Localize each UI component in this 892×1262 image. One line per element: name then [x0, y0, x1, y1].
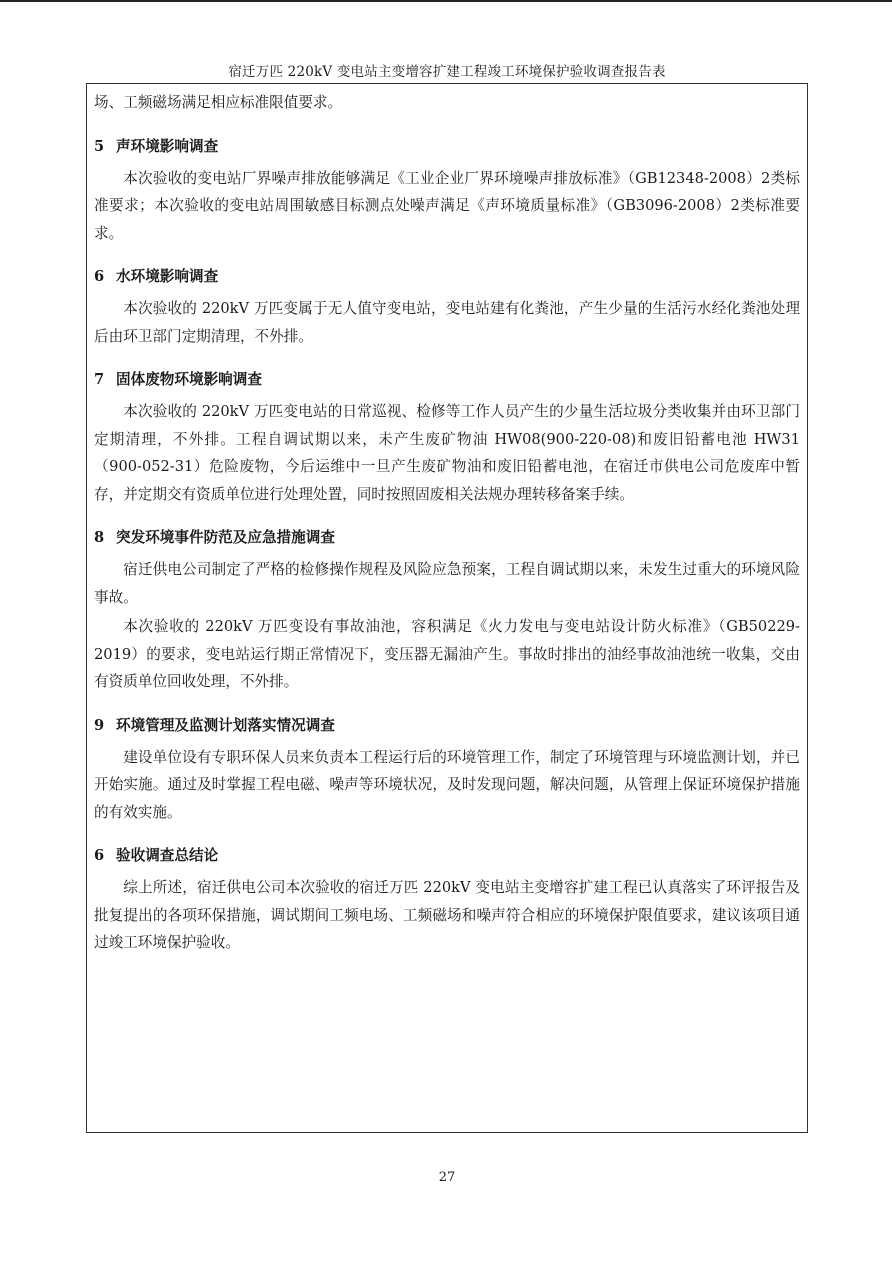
- section-number: 7: [94, 371, 105, 388]
- section-paragraph: 建设单位设有专职环保人员来负责本工程运行后的环境管理工作，制定了环境管理与环境监测计划，并已开始实施。通过及时掌握工程电磁、噪声等环境状况，及时发现问题，解决问题，从管理上保证环境保护措施的有效实施。: [94, 748, 800, 821]
- continued-paragraph: 场、工频磁场满足相应标准限值要求。: [94, 94, 343, 111]
- report-body: [94, 89, 800, 957]
- section-title: 验收调查总结论: [116, 847, 219, 864]
- section-heading-management: [94, 716, 800, 736]
- section-number: 8: [94, 529, 105, 546]
- section-paragraph: 本次验收的 220kV 万匹变设有事故油池，容积满足《火力发电与变电站设计防火标准》（GB50229-2019）的要求，变电站运行期正常情况下，变压器无漏油产生。事故时排出的油经事故油池统一收集，交由有资质单位回收处理，不外排。: [94, 618, 800, 690]
- section-paragraph: 本次验收的变电站厂界噪声排放能够满足《工业企业厂界环境噪声排放标准》（GB12348-2008）2类标准要求；本次验收的变电站周围敏感目标测点处噪声满足《声环境质量标准》（GB3096-2008）2类标准要求。: [94, 169, 800, 242]
- running-header: 宿迁万匹 220kV 变电站主变增容扩建工程竣工环境保护验收调查报告表: [228, 64, 666, 80]
- section-paragraph: 综上所述，宿迁供电公司本次验收的宿迁万匹 220kV 变电站主变增容扩建工程已认真落实了环评报告及批复提出的各项环保措施，调试期间工频电场、工频磁场和噪声符合相应的环境保护限值要求，建议该项目通过竣工环境保护验收。: [94, 879, 800, 951]
- section-heading-emergency: [94, 528, 800, 548]
- top-border-rule: [0, 0, 892, 2]
- section-heading-noise: [94, 137, 800, 157]
- section-paragraph: 宿迁供电公司制定了严格的检修操作规程及风险应急预案，工程自调试期以来，未发生过重大的环境风险事故。: [94, 561, 800, 606]
- section-title: 突发环境事件防范及应急措施调查: [116, 529, 335, 546]
- section-heading-water: [94, 267, 800, 287]
- section-number: 9: [94, 716, 105, 734]
- section-title: 声环境影响调查: [116, 137, 219, 155]
- section-number: 5: [94, 137, 105, 155]
- section-title: 水环境影响调查: [116, 268, 219, 285]
- section-title: 固体废物环境影响调查: [116, 371, 262, 388]
- section-number: 6: [94, 268, 105, 285]
- section-heading-solid-waste: [94, 370, 800, 390]
- section-paragraph: 本次验收的 220kV 万匹变属于无人值守变电站，变电站建有化粪池，产生少量的生活污水经化粪池处理后由环卫部门定期清理，不外排。: [94, 300, 800, 345]
- section-title: 环境管理及监测计划落实情况调查: [116, 716, 335, 734]
- section-paragraph: 本次验收的 220kV 万匹变电站的日常巡视、检修等工作人员产生的少量生活垃圾分类收集并由环卫部门定期清理，不外排。工程自调试期以来，未产生废矿物油 HW08(900-220-08)和废旧铅蓄电池 HW31（900-052-31）危险废物，今后运维中一旦产生废矿物油和废旧铅蓄电池，在宿迁市供电公司危废库中暂存，并定期交有资质单位进行处理处置，同时按照固废相关法规办理转移备案手续。: [94, 403, 800, 503]
- section-number: 6: [94, 847, 105, 864]
- section-heading-conclusion: [94, 846, 800, 866]
- page-number: 27: [438, 1170, 456, 1185]
